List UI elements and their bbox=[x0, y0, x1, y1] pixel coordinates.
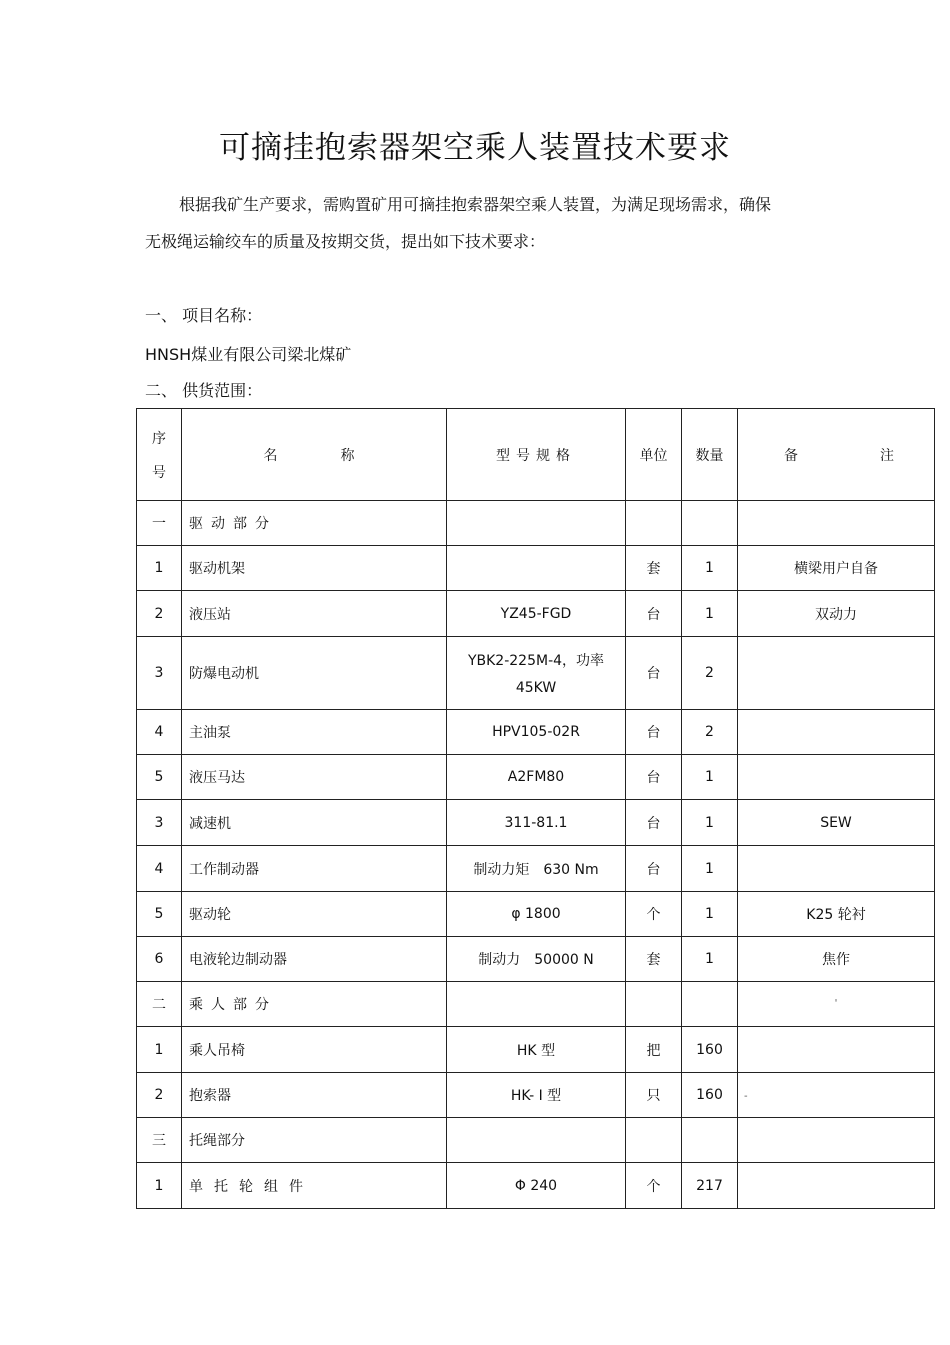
table-row bbox=[137, 501, 935, 546]
row-unit bbox=[626, 982, 682, 1027]
row-no: 1 bbox=[137, 1163, 182, 1209]
row-no: 二 bbox=[137, 982, 182, 1027]
row-qty: 2 bbox=[682, 710, 738, 755]
row-name: 驱动轮 bbox=[182, 892, 447, 937]
table-row bbox=[137, 546, 935, 591]
row-qty: 1 bbox=[682, 546, 738, 591]
row-spec: HK- I 型 bbox=[447, 1073, 626, 1118]
header-name-char1: 名 bbox=[263, 447, 278, 464]
row-name: 主油泵 bbox=[182, 710, 447, 755]
row-qty: 1 bbox=[682, 591, 738, 637]
header-no-line1: 序 bbox=[152, 430, 166, 447]
intro-paragraph: 根据我矿生产要求，需购置矿用可摘挂抱索器架空乘人装置，为满足现场需求，确保无极绳运输绞车的质量及按期交货，提出如下技术要求： bbox=[145, 195, 772, 251]
row-note bbox=[738, 710, 935, 755]
row-note bbox=[738, 846, 935, 892]
row-no: 一 bbox=[137, 501, 182, 546]
row-unit: 个 bbox=[626, 1163, 682, 1209]
header-note bbox=[738, 409, 935, 501]
row-note: 焦作 bbox=[738, 937, 935, 982]
row-note bbox=[738, 755, 935, 800]
row-no: 6 bbox=[137, 937, 182, 982]
row-note-mark: ' bbox=[834, 998, 838, 1009]
row-qty bbox=[682, 501, 738, 546]
row-unit: 台 bbox=[626, 710, 682, 755]
row-no: 5 bbox=[137, 755, 182, 800]
table-row bbox=[137, 892, 935, 937]
row-spec bbox=[447, 637, 626, 710]
row-note bbox=[738, 982, 935, 1027]
row-qty bbox=[682, 1118, 738, 1163]
row-spec-line2: 45KW bbox=[515, 680, 557, 696]
header-spec: 型号规格 bbox=[447, 409, 626, 501]
row-unit bbox=[626, 501, 682, 546]
row-name: 单托轮组件 bbox=[182, 1163, 447, 1209]
row-no: 三 bbox=[137, 1118, 182, 1163]
row-no: 4 bbox=[137, 710, 182, 755]
row-no: 2 bbox=[137, 1073, 182, 1118]
project-name: HNSH煤业有限公司梁北煤矿 bbox=[145, 345, 352, 364]
row-spec: HK 型 bbox=[447, 1027, 626, 1073]
row-unit: 把 bbox=[626, 1027, 682, 1073]
header-name bbox=[182, 409, 447, 501]
row-spec: φ 1800 bbox=[447, 892, 626, 937]
header-unit: 单位 bbox=[626, 409, 682, 501]
row-note bbox=[738, 1073, 935, 1118]
table-row bbox=[137, 846, 935, 892]
row-qty: 160 bbox=[682, 1027, 738, 1073]
header-no-line2: 号 bbox=[152, 464, 166, 481]
row-no: 2 bbox=[137, 591, 182, 637]
row-spec: YZ45-FGD bbox=[447, 591, 626, 637]
row-no: 3 bbox=[137, 637, 182, 710]
header-no bbox=[137, 409, 182, 501]
row-unit: 套 bbox=[626, 937, 682, 982]
row-note bbox=[738, 1163, 935, 1209]
row-no: 5 bbox=[137, 892, 182, 937]
row-note: SEW bbox=[738, 800, 935, 846]
table-row bbox=[137, 1073, 935, 1118]
table-row bbox=[137, 937, 935, 982]
row-unit: 个 bbox=[626, 892, 682, 937]
row-qty: 217 bbox=[682, 1163, 738, 1209]
row-note: 双动力 bbox=[738, 591, 935, 637]
row-qty: 1 bbox=[682, 846, 738, 892]
row-unit: 台 bbox=[626, 846, 682, 892]
row-name: 乘人吊椅 bbox=[182, 1027, 447, 1073]
row-spec: 311-81.1 bbox=[447, 800, 626, 846]
row-name: 减速机 bbox=[182, 800, 447, 846]
row-qty: 160 bbox=[682, 1073, 738, 1118]
row-spec: HPV105-02R bbox=[447, 710, 626, 755]
row-note bbox=[738, 637, 935, 710]
table-row bbox=[137, 1118, 935, 1163]
row-unit bbox=[626, 1118, 682, 1163]
row-name: 防爆电动机 bbox=[182, 637, 447, 710]
row-unit: 台 bbox=[626, 637, 682, 710]
section-two-heading: 二、 供货范围： bbox=[145, 381, 263, 400]
row-name: 液压马达 bbox=[182, 755, 447, 800]
row-qty: 1 bbox=[682, 937, 738, 982]
supply-scope-table bbox=[136, 408, 935, 1209]
row-qty: 1 bbox=[682, 892, 738, 937]
row-name: 液压站 bbox=[182, 591, 447, 637]
row-spec: 制动力矩 630 Nm bbox=[447, 846, 626, 892]
row-spec-line1: YBK2-225M-4，功率 bbox=[467, 653, 605, 669]
row-qty: 1 bbox=[682, 800, 738, 846]
row-unit: 只 bbox=[626, 1073, 682, 1118]
row-no: 1 bbox=[137, 1027, 182, 1073]
row-spec bbox=[447, 501, 626, 546]
table-row bbox=[137, 982, 935, 1027]
row-name: 电液轮边制动器 bbox=[182, 937, 447, 982]
row-spec: Φ 240 bbox=[447, 1163, 626, 1209]
row-spec: 制动力 50000 N bbox=[447, 937, 626, 982]
row-spec bbox=[447, 1118, 626, 1163]
table-header-row bbox=[137, 409, 935, 501]
row-name: 驱动机架 bbox=[182, 546, 447, 591]
row-spec bbox=[447, 982, 626, 1027]
row-name: 工作制动器 bbox=[182, 846, 447, 892]
table-row bbox=[137, 755, 935, 800]
row-note-mark: - bbox=[744, 1091, 748, 1102]
header-note-char1: 备 bbox=[784, 447, 798, 464]
row-note bbox=[738, 1118, 935, 1163]
table-row bbox=[137, 591, 935, 637]
row-qty: 2 bbox=[682, 637, 738, 710]
header-name-char2: 称 bbox=[340, 447, 355, 464]
row-unit: 套 bbox=[626, 546, 682, 591]
row-no: 3 bbox=[137, 800, 182, 846]
row-name: 驱动部分 bbox=[182, 501, 447, 546]
row-unit: 台 bbox=[626, 591, 682, 637]
table-row bbox=[137, 1027, 935, 1073]
row-qty bbox=[682, 982, 738, 1027]
row-name: 乘人部分 bbox=[182, 982, 447, 1027]
row-unit: 台 bbox=[626, 800, 682, 846]
row-note bbox=[738, 1027, 935, 1073]
row-note: 横梁用户自备 bbox=[738, 546, 935, 591]
table-row bbox=[137, 637, 935, 710]
section-one-heading: 一、 项目名称： bbox=[145, 306, 263, 325]
row-no: 4 bbox=[137, 846, 182, 892]
row-name: 抱索器 bbox=[182, 1073, 447, 1118]
table-row bbox=[137, 710, 935, 755]
row-note: K25 轮衬 bbox=[738, 892, 935, 937]
row-qty: 1 bbox=[682, 755, 738, 800]
document-title: 可摘挂抱索器架空乘人装置技术要求 bbox=[219, 130, 731, 166]
row-spec: A2FM80 bbox=[447, 755, 626, 800]
row-no: 1 bbox=[137, 546, 182, 591]
row-spec bbox=[447, 546, 626, 591]
row-name: 托绳部分 bbox=[182, 1118, 447, 1163]
header-note-char2: 注 bbox=[880, 447, 894, 464]
row-note bbox=[738, 501, 935, 546]
table-row bbox=[137, 1163, 935, 1209]
table-row bbox=[137, 800, 935, 846]
row-unit: 台 bbox=[626, 755, 682, 800]
header-qty: 数量 bbox=[682, 409, 738, 501]
